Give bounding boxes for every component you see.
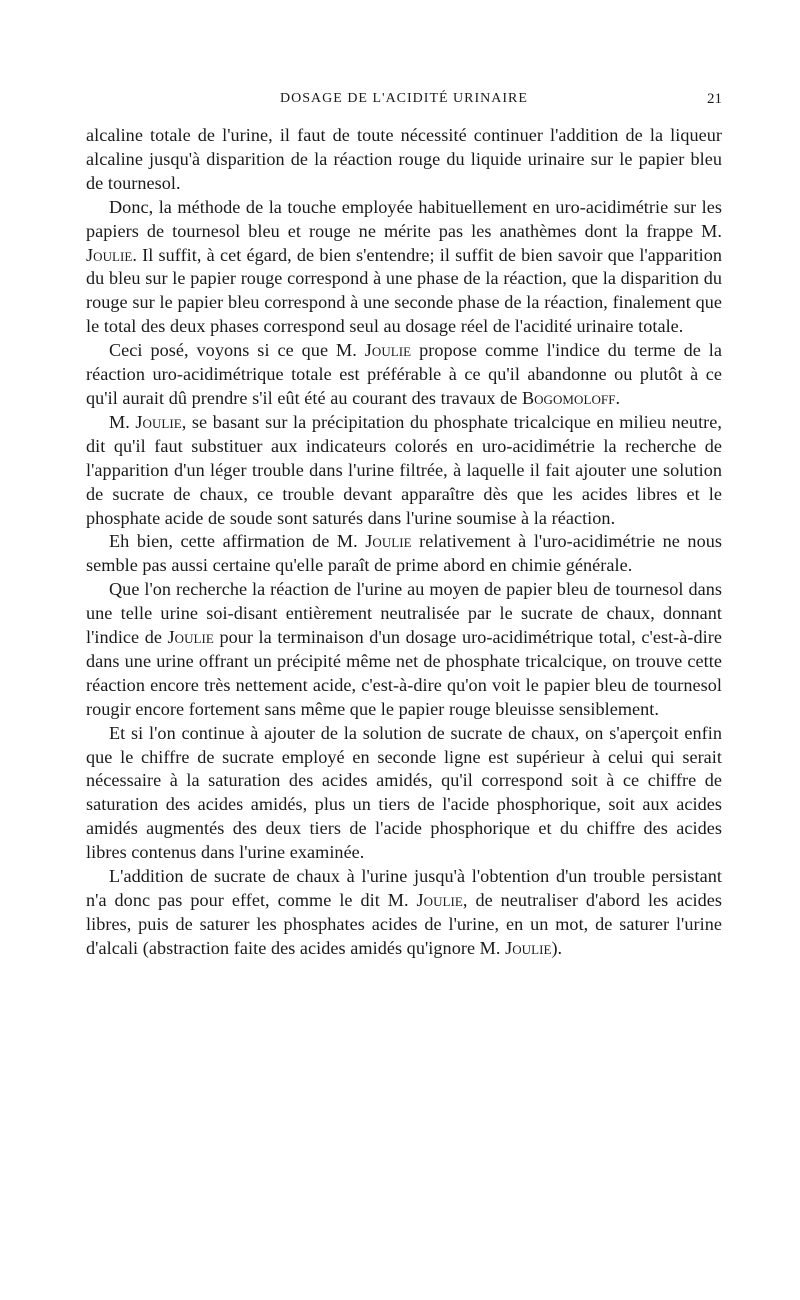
text-run: , de neutraliser d'abord les acides libres, puis de saturer les phosphates acides de l'urine, en un mot, de saturer l'urine d'alcali (abstraction faite des acides amidés qu'ignore M. (86, 890, 722, 958)
author-name: Joulie (365, 531, 412, 552)
text-run: Et si l'on continue à ajouter de la solution de sucrate de chaux, on s'aperçoit enfin que le chiffre de sucrate employé en seconde ligne est supérieur à celui qui serait nécessaire à la saturation des acides amidés, qu'il correspond soit à ce chiffre de saturation des acides amidés, plus un tiers de l'acide phosphorique, soit aux acides amidés augmentés des deux tiers de l'acide phosphorique et du chiffre des acides libres contenus dans l'urine examinée. (86, 722, 722, 863)
paragraph-6 (86, 578, 722, 721)
text-run: . Il suffit, à cet égard, de bien s'entendre; il suffit de bien savoir que l'apparition du bleu sur le papier rouge correspond à une phase de la réaction, que la disparition du rouge sur le papier bleu correspond à une seconde phase de la réaction, finalement que le total des deux phases correspond seul au dosage réel de l'acidité urinaire totale. (86, 244, 722, 337)
author-name: Joulie (505, 937, 552, 958)
paragraph-3 (86, 339, 722, 411)
author-name: Joulie (167, 627, 214, 648)
running-head (86, 88, 722, 110)
author-name: Joulie (86, 244, 133, 265)
paragraph-4 (86, 411, 722, 531)
text-run: Donc, la méthode de la touche employée habituellement en uro-acidimétrie sur les papiers de tournesol bleu et rouge ne mérite pas les anathèmes dont la frappe M. (86, 196, 722, 241)
running-title: DOSAGE DE L'ACIDITÉ URINAIRE (280, 91, 528, 106)
text-run: , se basant sur la précipitation du phosphate tricalcique en milieu neutre, dit qu'il faut substituer aux indicateurs colorés en uro-acidimétrie la recherche de l'apparition d'un léger trouble dans l'urine filtrée, à laquelle il fait ajouter une solution de sucrate de chaux, ce trouble devant apparaître dès que les acides libres et le phosphate acide de soude sont saturés dans l'urine soumise à la réaction. (86, 411, 722, 528)
paragraph-7 (86, 722, 722, 865)
paragraph-2 (86, 196, 722, 339)
page-number: 21 (707, 91, 722, 107)
text-run: L'addition de sucrate de chaux à l'urine jusqu'à l'obtention d'un trouble persistant n'a donc pas pour effet, comme le dit M. (86, 866, 722, 910)
text-run: propose comme l'indice du terme de la réaction uro-acidimétrique totale est préférable à ce qu'il abandonne ou plutôt à ce qu'il aurait dû prendre s'il eût été au courant des travaux de (86, 340, 722, 408)
author-name: Bogomoloff (521, 387, 616, 408)
text-run: ). (551, 937, 563, 958)
paragraph-5 (86, 530, 722, 578)
text-run: alcaline totale de l'urine, il faut de toute nécessité continuer l'addition de la liqueur alcaline jusqu'à disparition de la réaction rouge du liquide urinaire sur le papier bleu de tournesol. (86, 125, 722, 193)
author-name: Joulie (135, 411, 182, 432)
paragraph-1 (86, 124, 722, 196)
text-run: pour la terminaison d'un dosage uro-acidimétrique total, c'est-à-dire dans une urine offrant un précipité même net de phosphate tricalcique, on trouve cette réaction encore très nettement acide, c'est-à-dire qu'on voit le papier bleu de tournesol rougir encore fortement sans même que le papier rouge bleuisse sensiblement. (86, 627, 722, 719)
text-run: Que l'on recherche la réaction de l'urine au moyen de papier bleu de tournesol dans une telle urine soi-disant entièrement neutralisée par le sucrate de chaux, donnant l'indice de (86, 579, 722, 648)
author-name: Joulie (364, 340, 412, 361)
text-run: . (615, 387, 621, 408)
paragraph-8 (86, 865, 722, 961)
text-run: relativement à l'uro-acidimétrie ne nous semble pas aussi certaine qu'elle paraît de prime abord en chimie générale. (86, 531, 722, 576)
text-run: Eh bien, cette affirmation de M. (109, 531, 366, 552)
body-text (86, 124, 722, 961)
text-run: Ceci posé, voyons si ce que M. (109, 340, 365, 361)
text-run: M. (109, 411, 136, 432)
author-name: Joulie (416, 890, 463, 910)
